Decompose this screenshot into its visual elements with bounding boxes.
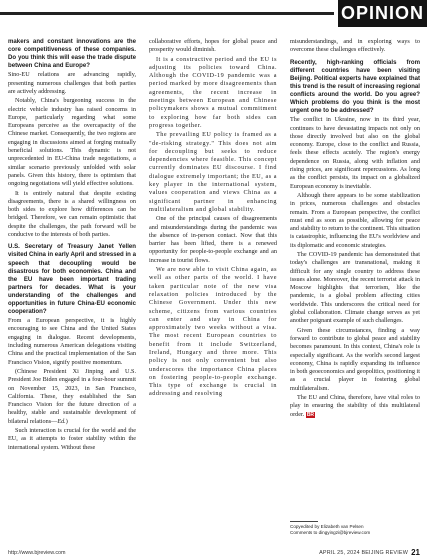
question-text: makers and constant innovations are the core competitiveness of these companies. Do you think this will ease the trade dispute between China and Europe? <box>8 38 136 70</box>
page-footer <box>8 548 420 558</box>
comments-email: Comments to dingyingzi@bjreview.com <box>290 530 371 536</box>
editor-note-close: ) <box>65 417 68 425</box>
answer-paragraph: misunderstandings, and in exploring ways to overcome these challenges effectively. <box>290 38 420 54</box>
end-mark-badge: BR <box>306 411 315 418</box>
answer-paragraph: From a European perspective, it is highly encouraging to see China and the United States engaging in dialogue. Recent developments, including numerous American delegations visiting China and the practical implementation of the San Francisco Vision, signify positive momentum. <box>8 317 136 366</box>
closing-paragraph <box>290 394 420 419</box>
article-column-2 <box>149 38 277 544</box>
closing-text: The EU and China, therefore, have vital roles to play in ensuring the stability of this multilateral order. <box>290 394 420 418</box>
answer-paragraph: The conflict in Ukraine, now in its third year, continues to have devastating impacts not only on those directly involved but also on the global economy. Europe, close to the conflict and Russia, feels these effects acutely. The region's energy dependence on Russia, along with inflation and rising prices, are significant repercussions. As long as the conflict persists, its impact on a globalized European economy is inevitable. <box>290 116 420 190</box>
section-tag: OPINION <box>338 0 427 27</box>
credits-divider <box>290 521 318 522</box>
question-text: Recently, high-ranking officials from different countries have been visiting Beijing. Political experts have explained that this trend is the result of increasing regional conflicts around the world. Do you agree? Which problems do you think is the most urgent one to be addressed? <box>290 58 420 115</box>
editor-note <box>8 368 136 426</box>
page-header <box>0 0 427 27</box>
answer-paragraph: Although there appears to be some stabilization in prices, numerous challenges and obstacles remain. From a European perspective, the conflict must end as soon as possible, allowing for peace and stability to return to the continent. This situation is catastrophic, influencing the EU's worldview and its diplomatic and economic strategies. <box>290 191 420 249</box>
answer-paragraph: Notably, China's burgeoning success in the electric vehicle industry has raised concerns in Europe, particularly regarding what some Europeans perceive as the overcapacity of the Chinese market. Consequently, the two regions are engaging in discussions aimed at forging mutually beneficial solutions. This dynamic is not unprecedented in EU-China trade negotiations, a similar scenario previously unfolded with solar panels. Given this history, there is optimism that ongoing negotiations will yield effective solutions. <box>8 97 136 188</box>
answer-paragraph: Given these circumstances, finding a way forward to contribute to global peace and stability becomes paramount. In this context, China's role is especially significant. As the world's second largest economy, China is rapidly expanding its influence in both geoeconomics and geopolitics, positioning it as a crucial player in fostering global multilateralism. <box>290 326 420 392</box>
answer-paragraph: It is a constructive period and the EU is adjusting its policies toward China. Although the COVID-19 pandemic was a period marked by more disagreements than agreements, the recent increase in meetings between European and Chinese policymakers shows a mutual commitment to exploring how far both sides can progress together. <box>149 55 277 129</box>
question-text: U.S. Secretary of Treasury Janet Yellen visited China in early April and stressed in a speech that decoupling would be disastrous for both economies. China and the EU have been important trading partners for decades. What is your understanding of the challenges and opportunities in future China-EU economic cooperation? <box>8 243 136 316</box>
answer-paragraph: It is entirely natural that despite existing disagreements, there is a shared willingness on both sides to explore how differences can be bridged. Therefore, we can remain optimistic that despite the challenges, the path forward will be conducive to the interests of both parties. <box>8 189 136 239</box>
footer-url: http://www.bjreview.com <box>8 550 66 556</box>
answer-paragraph: We are now able to visit China again, as well as other parts of the world. I have taken particular note of the new visa relaxation policies introduced by the Chinese Government. Under this new scheme, citizens from various countries can enter and stay in China for approximately two weeks without a visa. The most recent European countries to benefit from it include Switzerland, Ireland, Hungary and three more. This policy is not only convenient but also underscores the importance China places on fostering people-to-people exchange. This type of exchange is crucial in addressing and resolving <box>149 266 277 398</box>
editor-note-ed: Ed. <box>57 417 66 425</box>
answer-paragraph: collaborative efforts, hopes for global peace and prosperity would diminish. <box>149 38 277 54</box>
article-column-1 <box>8 38 136 544</box>
answer-paragraph: The COVID-19 pandemic has demonstrated that today's challenges are transnational, making it difficult for any single country to address these issues alone. Moreover, the recent terrorist attack in Moscow highlights that terrorism, like the pandemic, is a global problem affecting cities worldwide. This underscores the critical need for global collaboration. Climate change serves as yet another poignant example of such challenges. <box>290 251 420 325</box>
footer-issue-date: APRIL 25, 2024 BEIJING REVIEW <box>319 550 408 556</box>
header-rule <box>0 12 334 15</box>
answer-paragraph: Sino-EU relations are advancing rapidly, presenting numerous challenges that both parties are actively addressing. <box>8 71 136 95</box>
answer-paragraph: The prevailing EU policy is framed as a "de-risking strategy." This does not aim for decoupling but seeks to reduce dependencies where feasible. This concept currently dominates EU discourse. I find dialogue extremely important; the EU, as a key player in the international system, values cooperation and views China as a significant partner in enhancing multilateralism and global stability. <box>149 131 277 213</box>
editor-note-text: (Chinese President Xi Jinping and U.S. President Joe Biden engaged in a four-hour summit on November 15, 2023, in San Francisco, California. These, they established the San Francisco Vision for the future direction of a healthy, stable and sustainable development of bilateral relations— <box>8 367 136 425</box>
answer-paragraph: Such interaction is crucial for the world and the EU, as it attempts to foster stability within the international system. Without these <box>8 427 136 451</box>
copyeditor-credit: Copyedited by Elizabeth van Pelsen <box>290 524 364 529</box>
article-column-3 <box>290 38 420 544</box>
page-number: 21 <box>411 548 420 557</box>
article-credits <box>290 524 420 536</box>
answer-paragraph: One of the principal causes of disagreements and misunderstandings during the pandemic was the absence of in-person contact. Now that this barrier has been lifted, there is a renewed opportunity for people-to-people exchange and an increase in tourist flows. <box>149 215 277 264</box>
